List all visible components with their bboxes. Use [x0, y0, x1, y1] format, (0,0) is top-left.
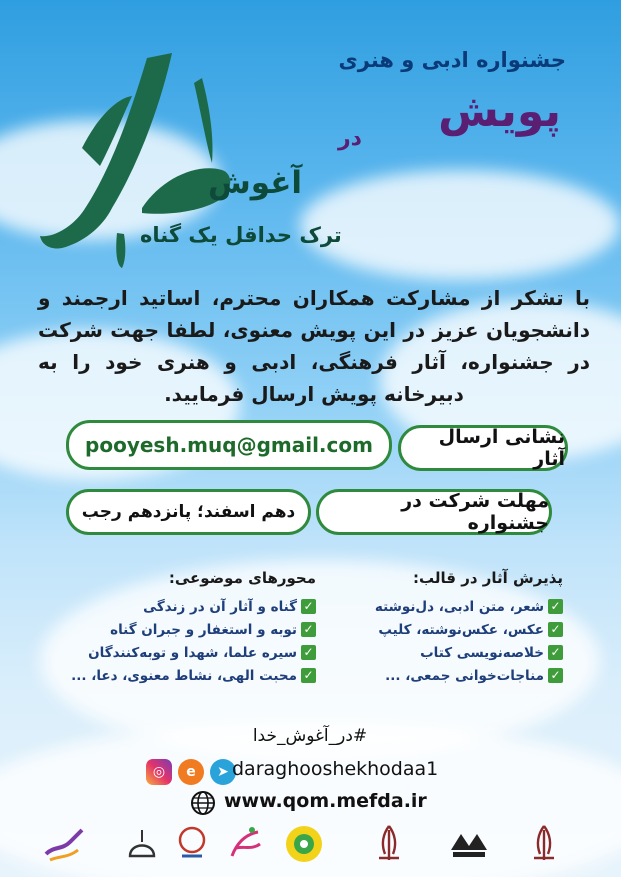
formats-heading: پذیرش آثار در قالب:: [413, 569, 563, 587]
list-item-label: توبه و استغفار و جبران گناه: [110, 621, 297, 638]
email-link[interactable]: pooyesh.muq@gmail.com: [66, 420, 392, 470]
circle-logo: [280, 820, 328, 868]
check-icon: ✓: [548, 668, 563, 683]
check-icon: ✓: [301, 645, 316, 660]
check-icon: ✓: [548, 622, 563, 637]
emblem-logo: [520, 820, 568, 868]
deadline-value: دهم اسفند؛ پانزدهم رجب: [66, 489, 311, 535]
list-item-label: گناه و آثار آن در زندگی: [143, 598, 297, 615]
campaign-name: پویش: [438, 86, 561, 137]
mefda-logo: [40, 820, 88, 868]
social-handle[interactable]: daraghooshekhodaa1: [232, 758, 439, 780]
topics-list: [71, 569, 316, 687]
list-item-label: مناجات‌خوانی جمعی، ...: [385, 667, 544, 684]
check-icon: ✓: [548, 645, 563, 660]
check-icon: ✓: [301, 668, 316, 683]
hands-logo: [168, 820, 216, 868]
list-item-label: شعر، متن ادبی، دل‌نوشته: [374, 598, 544, 615]
word-aghoosh: آغوش: [208, 165, 303, 201]
list-item-label: عکس، عکس‌نوشته، کلیپ: [378, 621, 544, 638]
check-icon: ✓: [301, 622, 316, 637]
check-icon: ✓: [301, 599, 316, 614]
tagline: ترک حداقل یک گناه: [140, 223, 342, 247]
check-icon: ✓: [548, 599, 563, 614]
list-item-label: خلاصه‌نویسی کتاب: [420, 644, 544, 661]
hashtag: #در_آغوش_خدا: [252, 726, 368, 746]
cloud: [300, 170, 620, 280]
instagram-icon[interactable]: ◎: [146, 759, 172, 785]
list-item: [313, 641, 563, 664]
calligraphy-logo: [222, 820, 270, 868]
social-icons: [146, 759, 236, 785]
website-link[interactable]: www.qom.mefda.ir: [224, 790, 427, 812]
emblem-logo: [365, 820, 413, 868]
list-item: [313, 618, 563, 641]
intro-paragraph: با تشکر از مشارکت همکاران محترم، اساتید ارجمند و دانشجویان عزیز در این پویش معنوی، لطفا جهت شرکت در جشنواره، آثار فرهنگی، ادبی و هنری خود را به دبیرخانه پویش ارسال فرمایید.: [38, 286, 590, 406]
list-item: [76, 595, 316, 618]
globe-icon: [190, 790, 216, 816]
list-item-label: سیره علما، شهدا و توبه‌کنندگان: [88, 644, 297, 661]
deadline-label: مهلت شرکت در جشنواره: [316, 489, 552, 535]
list-item: [71, 664, 316, 687]
festival-title: جشنواره ادبی و هنری: [338, 48, 566, 72]
address-label: نشانی ارسال آثار: [398, 425, 568, 471]
eitaa-icon[interactable]: e: [178, 759, 204, 785]
telegram-icon[interactable]: ➤: [210, 759, 236, 785]
list-item: [76, 618, 316, 641]
list-item: [313, 664, 563, 687]
list-item: [313, 595, 563, 618]
formats-list: [313, 569, 563, 687]
sponsor-logos: [0, 820, 621, 877]
list-item-label: محبت الهی، نشاط معنوی، دعا، ...: [71, 667, 297, 684]
list-item: [76, 641, 316, 664]
word-dar: در: [338, 126, 362, 151]
topics-heading: محورهای موضوعی:: [168, 569, 316, 587]
university-logo: [445, 820, 493, 868]
dome-logo: [118, 820, 166, 868]
